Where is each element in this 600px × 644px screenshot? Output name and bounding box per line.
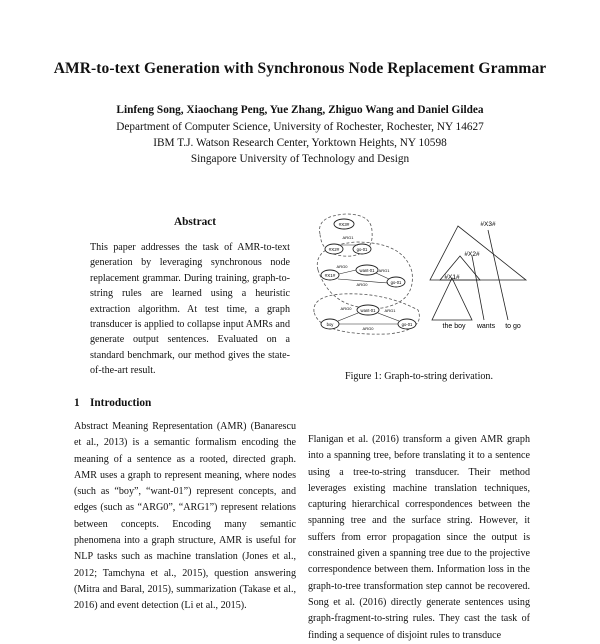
paper-title: AMR-to-text Generation with Synchronous Node Replacement Grammar	[53, 60, 547, 77]
graph-node-go-mid-label: go-01	[390, 280, 402, 285]
graph-node-x3-label: #X3#	[338, 222, 350, 227]
graph-node-boy-label: boy	[326, 322, 334, 327]
edge-label-1: ARG1	[342, 235, 354, 240]
affiliation-1: Department of Computer Science, University of Rochester, Rochester, NY 14627	[116, 121, 484, 133]
affiliation-2: IBM T.J. Watson Research Center, Yorktown Heights, NY 10598	[153, 137, 447, 149]
author-list: Linfeng Song, Xiaochang Peng, Yue Zhang, Zhiguo Wang and Daniel Gildea	[116, 104, 484, 116]
section-heading	[74, 397, 151, 409]
tree-leaf-wants: wants	[476, 323, 496, 330]
tree-leaf-the-boy: the boy	[442, 323, 466, 330]
graph-edge-6	[378, 313, 399, 321]
abstract-heading: Abstract	[173, 216, 217, 228]
edge-label-6: ARG1	[384, 308, 396, 313]
left-column	[74, 419, 296, 615]
graph-edge-2	[339, 270, 356, 274]
graph-node-go-top-label: go-01	[356, 247, 368, 252]
graph-edge-5	[338, 313, 358, 321]
graph-node-x1-label: #X1#	[324, 273, 336, 278]
edge-label-3: ARG1	[378, 268, 390, 273]
tree-branch-middle	[472, 256, 484, 320]
section-title: Introduction	[90, 397, 152, 409]
tree-triangle-x1	[432, 278, 472, 320]
right-column	[308, 432, 530, 644]
tree-node-x3: #X3#	[480, 221, 496, 228]
graph-node-go-bottom-label: go-01	[401, 322, 413, 327]
edge-label-7: ARG0	[362, 326, 374, 331]
tree-node-x1: #X1#	[444, 274, 460, 281]
graph-node-x2-label: #X2#	[328, 247, 340, 252]
intro-paragraph: Abstract Meaning Representation (AMR) (Banarescu et al., 2013) is a semantic formalism encoding the meaning of a sentence as a rooted, directed graph. AMR uses a graph to represent meaning, where nodes (such as “boy”, “want-01”) represent concepts, and edges (such as “ARG0”, “ARG1”) represent relations between concepts. Encoding many semantic phenomena into a graph structure, AMR is useful for NLP tasks such as machine translation (Jones et al., 2012; Tamchyna et al., 2015), question answering (Mitra and Baral, 2015), summarization (Takase et al., 2016) and event detection (Li et al., 2015).	[74, 421, 296, 612]
edge-label-4: ARG0	[356, 282, 368, 287]
tree-branch-right	[488, 230, 508, 320]
abstract-text: This paper addresses the task of AMR-to-text generation by leveraging synchronous node replacement grammar. During training, graph-to-string rules are learned using a heuristic extraction algorithm. At test time, a graph transducer is applied to collapse input AMRs and generate output sentences. Evaluated on a standard benchmark, our method gives the state-of-the-art result.	[90, 242, 290, 377]
graph-node-want-mid-label: want-01	[359, 268, 375, 273]
figure-caption: Figure 1: Graph-to-string derivation.	[344, 371, 493, 382]
affiliation-3: Singapore University of Technology and Design	[190, 153, 410, 165]
tree-leaf-to-go: to go	[505, 323, 521, 330]
derivation-diagram	[312, 212, 534, 337]
edge-label-2: ARG0	[336, 264, 348, 269]
related-work-paragraph: Flanigan et al. (2016) transform a given AMR graph into a spanning tree, before translating it to a sentence using a tree-to-string transducer. Their method leverages existing machine translation techniques, capturing hierarchical correspondences between the spanning tree and the surface string. However, it suffers from error propagation since the output is constrained given a spanning tree due to the projective correspondence between them. Information loss in the graph-to-tree transformation step cannot be recovered. Song et al. (2016) directly generate sentences using graph-fragment-to-string rules. They cast the task of finding a sequence of disjoint rules to transduce	[308, 434, 530, 641]
graph-node-want-bottom-label: want-01	[360, 308, 376, 313]
figure-1	[312, 212, 534, 342]
section-number: 1	[74, 397, 80, 409]
edge-label-5: ARG0	[340, 306, 352, 311]
graph-edge-3	[376, 273, 389, 279]
tree-node-x2: #X2#	[464, 251, 480, 258]
